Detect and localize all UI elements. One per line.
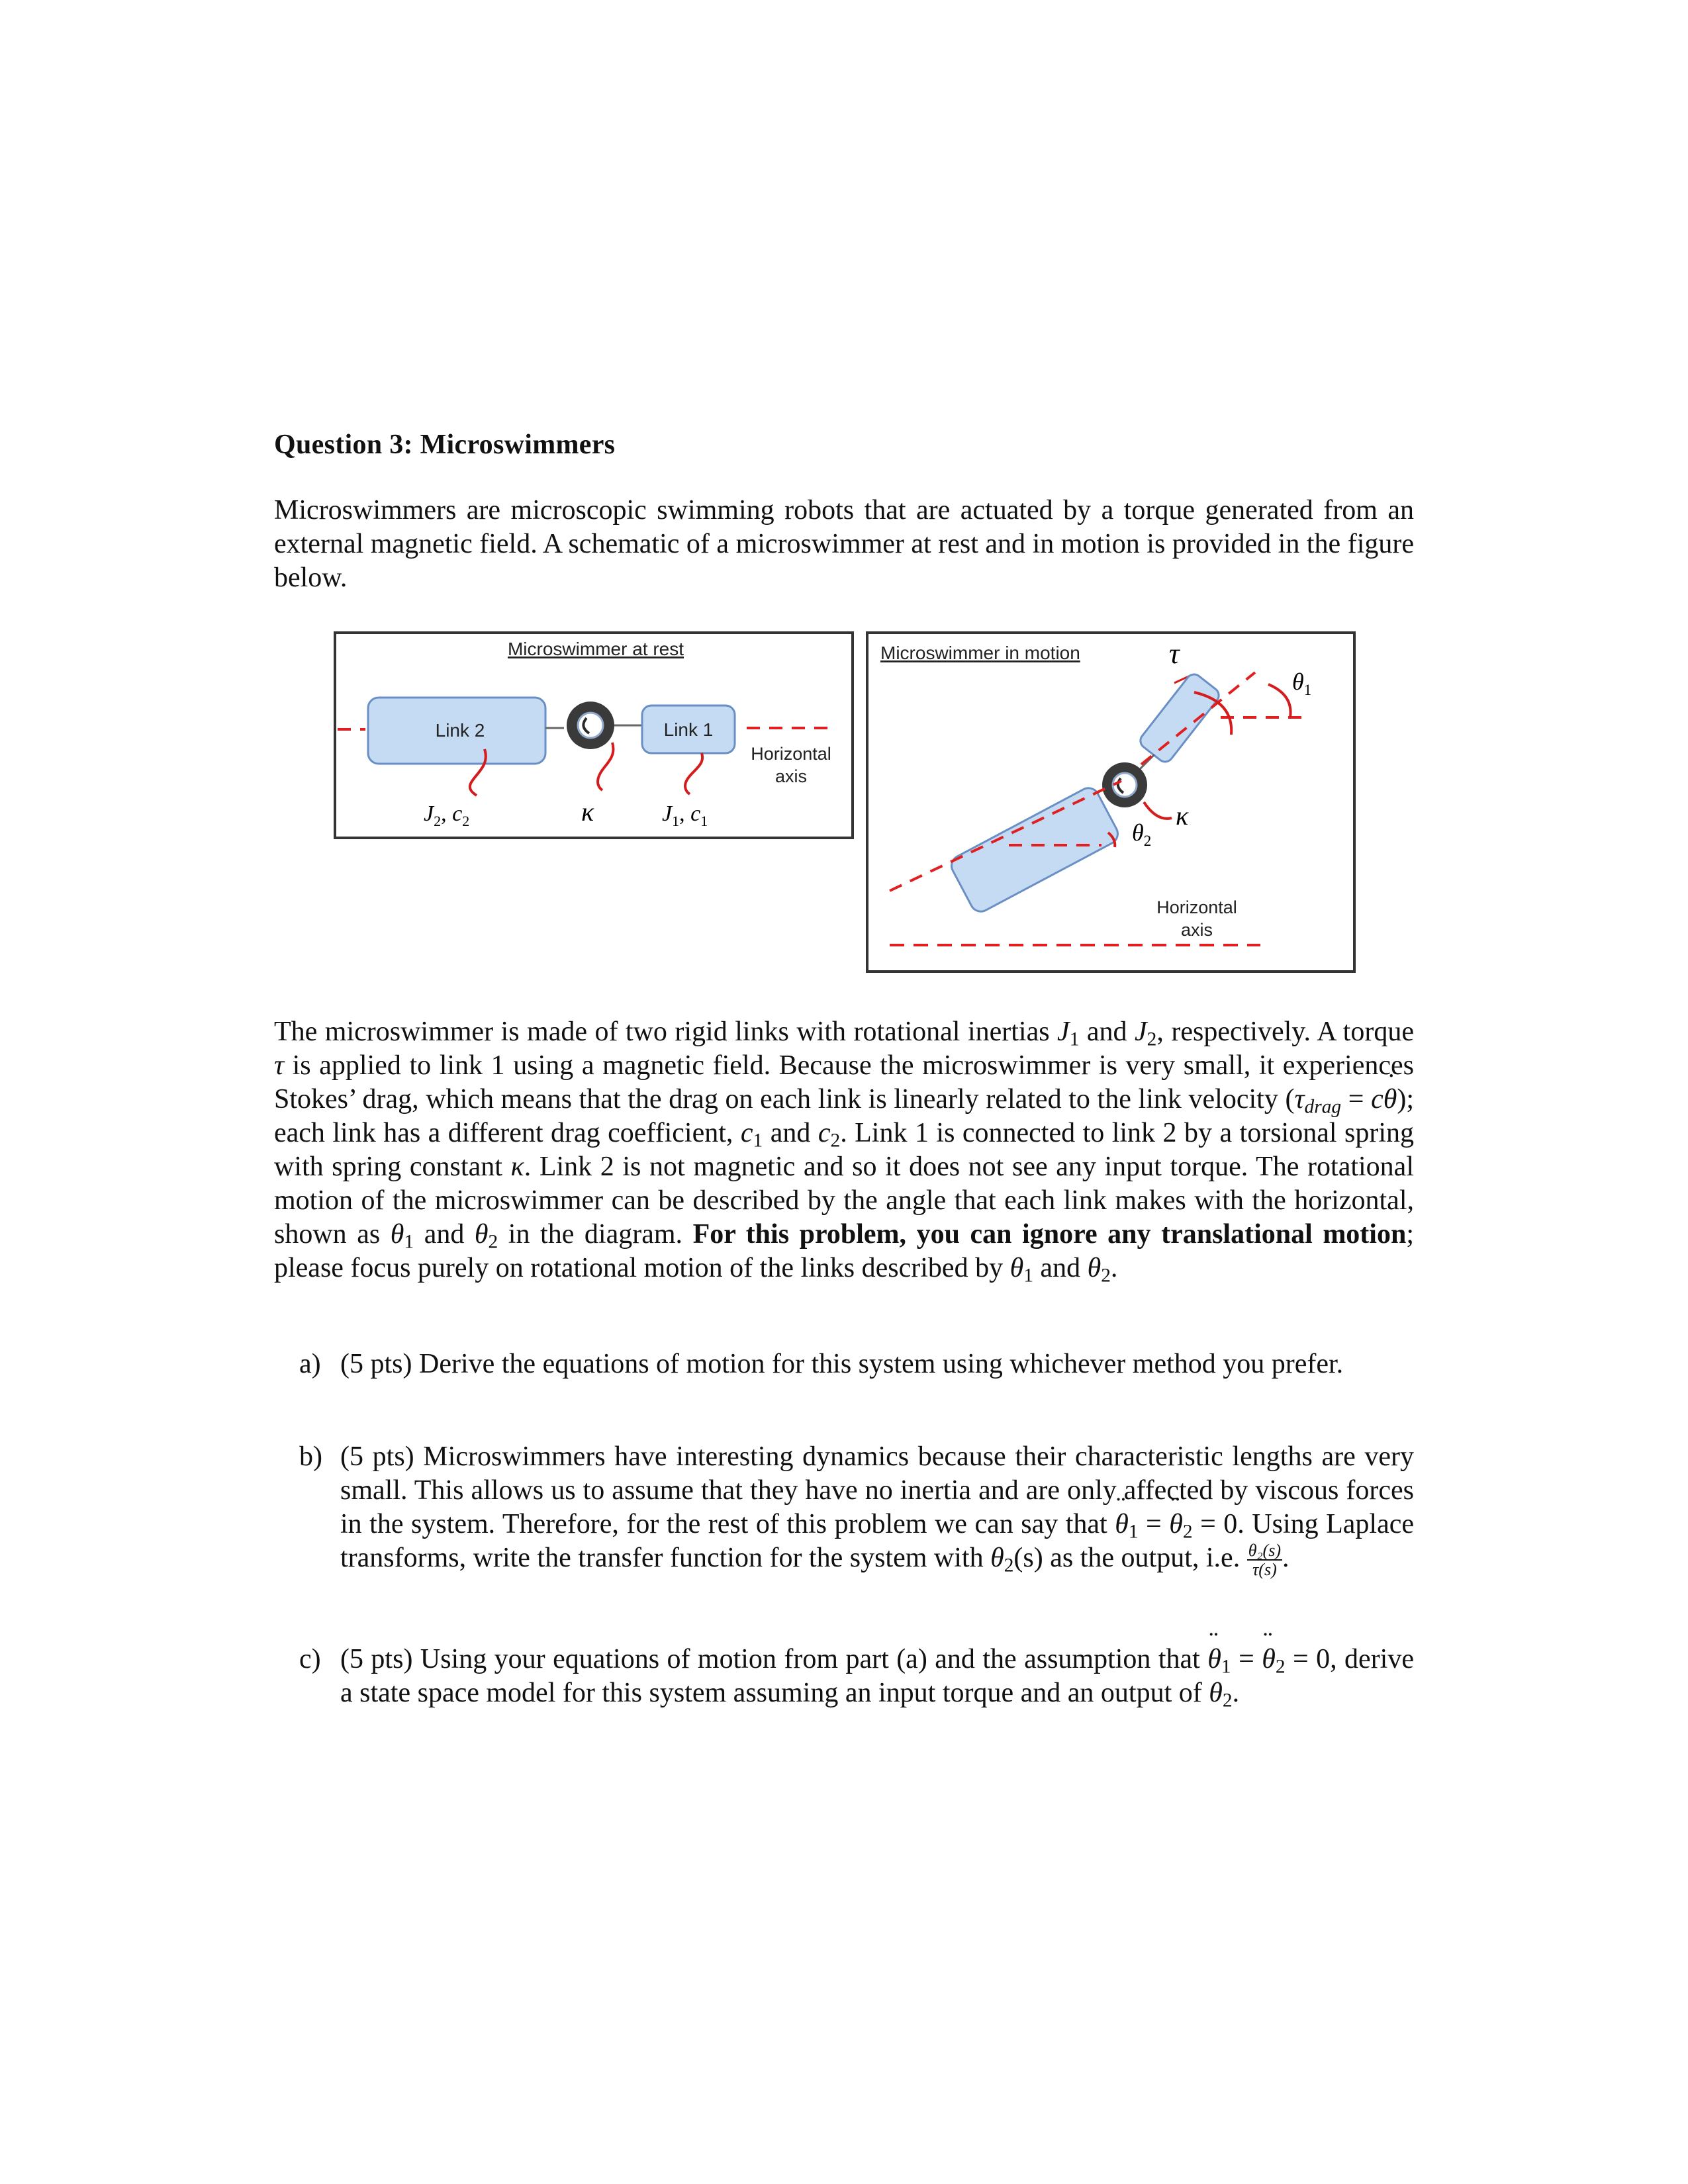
question-c-label: c) — [299, 1644, 321, 1674]
question-b-label: b) — [299, 1441, 322, 1472]
kappa-label: κ — [1176, 801, 1189, 831]
label-J1-c1: $J_1$, $c_1$ — [662, 801, 708, 829]
theta2-label: $\theta_2$ — [1132, 819, 1152, 849]
question-heading: Question 3: Microswimmers — [274, 430, 616, 460]
question-a — [299, 1347, 1414, 1381]
figure-title: Microswimmer in motion — [880, 643, 1080, 663]
axis-label-line1: Horizontal — [1156, 897, 1237, 917]
question-a-label: a) — [299, 1349, 321, 1379]
question-b-text: (5 pts) Microswimmers have interesting dynamics because their characteristic lengths are very small. This allows us to assume that they have no inertia and are only affected by viscous forces in the system. Therefore, for the rest of this problem we can say that θ $¨_1 = \theta$ $¨_2 = 0$. Using Laplace transforms, write the transfer function for the system with $\theta_2(s)$ as the output, i.e. $\frac{\text{θ₂(s)}}{\tau(s)}$ . — [340, 1440, 1414, 1579]
theta1-label: $\theta_1$ — [1292, 668, 1312, 698]
axis-label-line2: axis — [1180, 920, 1213, 940]
spring-joint-icon — [1102, 762, 1147, 807]
tau-label: τ — [1169, 637, 1180, 670]
question-b — [299, 1440, 1414, 1579]
intro-paragraph: Microswimmers are microscopic swimming robots that are actuated by a torque generated from an external magnetic field. A schematic of a microswimmer at rest and in motion is provided in the figure below. — [274, 495, 1414, 593]
question-c — [299, 1643, 1414, 1710]
transfer-function-fraction: $\frac{\text{θ₂(s)}}{\tau(s)}$ — [1248, 1541, 1282, 1580]
link-1-label: Link 1 — [663, 719, 714, 740]
figure-title: Microswimmer at rest — [507, 639, 684, 659]
label-J2-c2: $J_2$, $c_2$ — [424, 801, 470, 829]
figure-in-motion — [863, 629, 1361, 977]
label-kappa: κ — [581, 797, 594, 827]
question-c-text: (5 pts) Using your equations of motion from part (a) and the assumption that θ $¨_1 = \theta$ $¨_2 = 0$, derive a state space model for this system assuming an input torque and an output of $\theta_2$. — [340, 1643, 1414, 1710]
axis-label-line2: axis — [774, 766, 808, 786]
question-a-text: (5 pts) Derive the equations of motion for this system using whichever method you prefer. — [340, 1349, 1344, 1379]
axis-label-line1: Horizontal — [751, 744, 831, 764]
spring-joint-icon — [567, 702, 614, 749]
figure-at-rest — [331, 629, 861, 842]
body-paragraph: The microswimmer is made of two rigid links with rotational inertias $J_1$ and $J_2$, respectively. A torque τ is applied to link 1 using a magnetic field. Because the microswimmer is very small, it experiences Stokes’ drag, which means that the drag on each link is linearly related to the link velocity ($\tau_{drag} = c\theta$ ˙); each link has a different drag coefficient, $c_1$ and $c_2$. Link 1 is connected to link 2 by a torsional spring with spring constant κ. Link 2 is not magnetic and so it does not see any input torque. The rotational motion of the microswimmer can be described by the angle that each link makes with the horizontal, shown as $\theta_1$ and $\theta_2$ in the diagram. For this problem, you can ignore any translational motion; please focus purely on rotational motion of the links described by $\theta_1$ and $\theta_2$. — [274, 1015, 1414, 1285]
link-2-label: Link 2 — [435, 720, 485, 741]
